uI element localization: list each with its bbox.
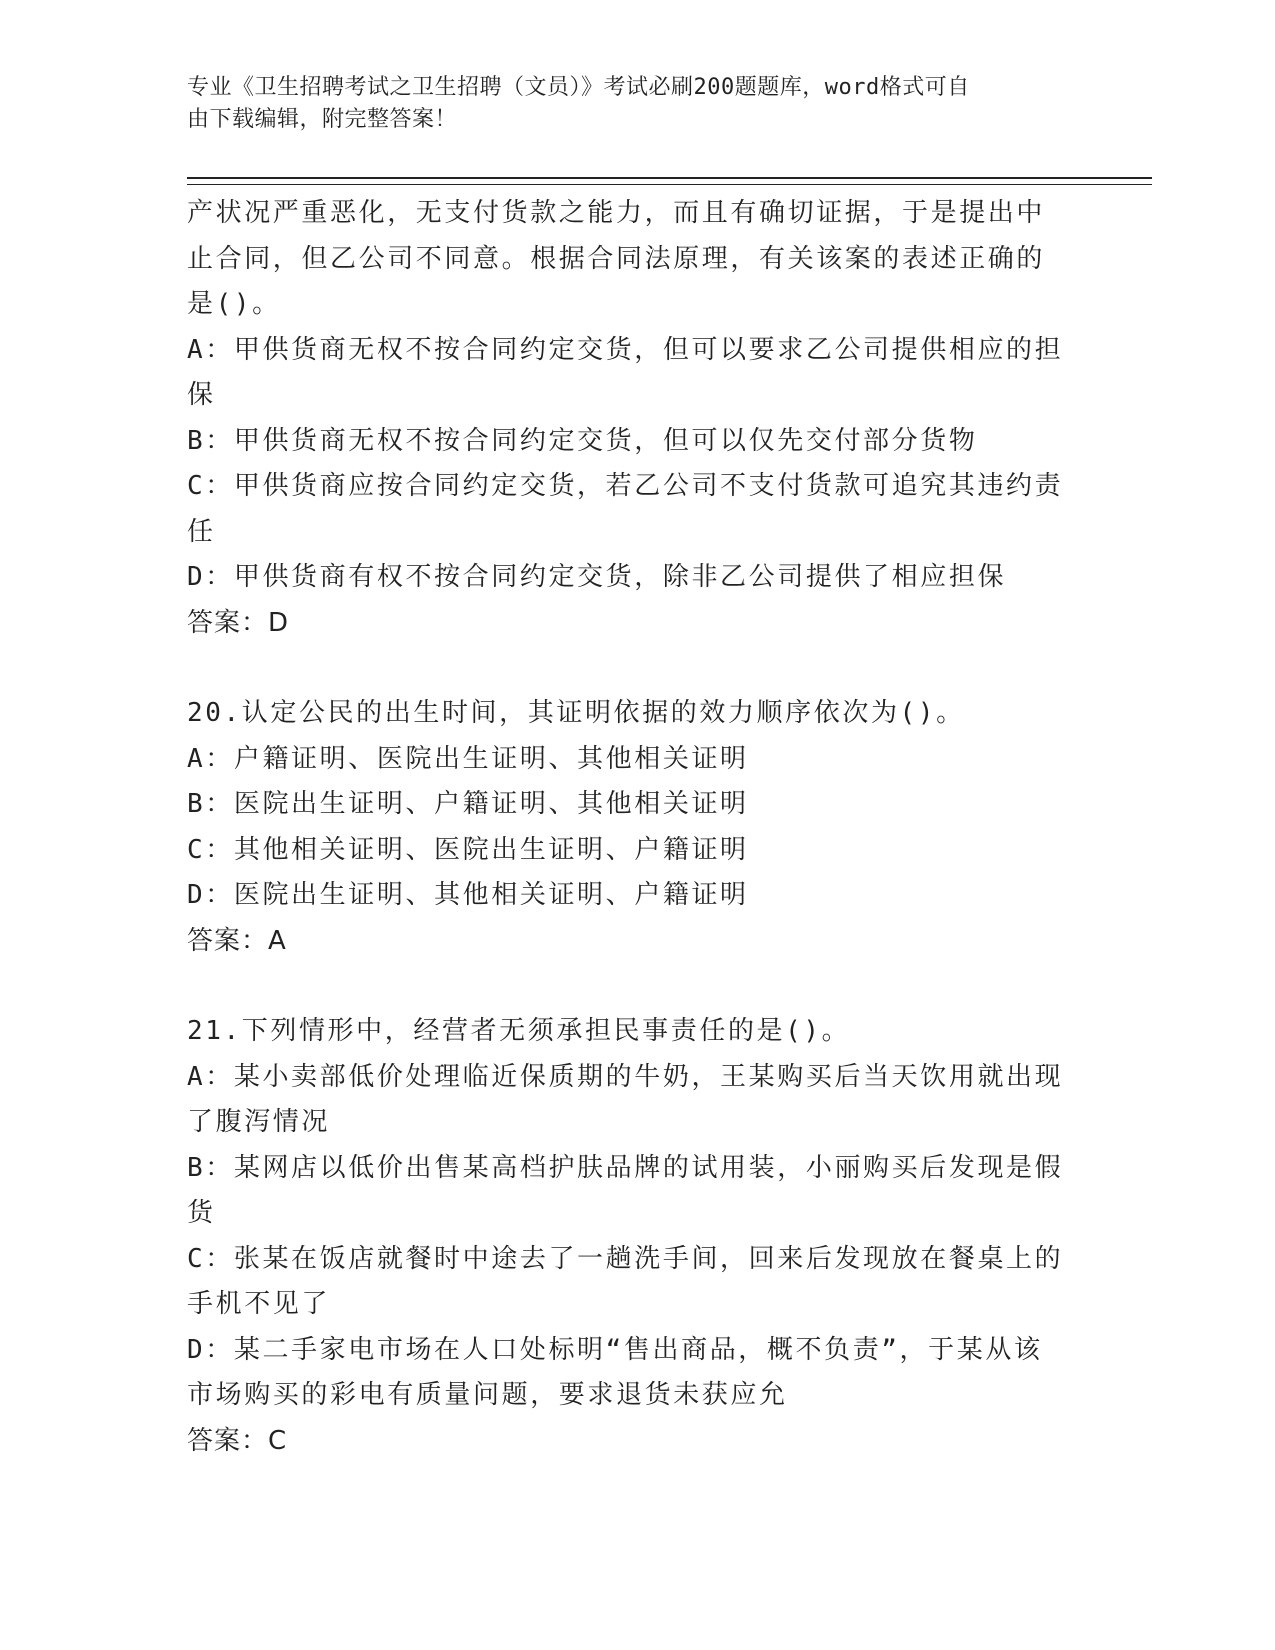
option-c-cont: 任 xyxy=(187,516,216,547)
option-c: C：甲供货商应按合同约定交货，若乙公司不支付货款可追究其违约责 xyxy=(187,471,1064,501)
option-b: B：医院出生证明、户籍证明、其他相关证明 xyxy=(187,789,749,819)
option-b: B：某网店以低价出售某高档护肤品牌的试用装，小丽购买后发现是假 xyxy=(187,1152,1064,1183)
question-19 xyxy=(187,191,1087,646)
option-c: C：张某在饭店就餐时中途去了一趟洗手间，回来后发现放在餐桌上的 xyxy=(187,1243,1064,1274)
question-text-line: 20.认定公民的出生时间，其证明依据的效力顺序依次为()。 xyxy=(187,698,965,728)
header-rule-thick xyxy=(187,177,1152,179)
option-c: C：其他相关证明、医院出生证明、户籍证明 xyxy=(187,834,749,865)
option-d-cont: 市场购买的彩电有质量问题，要求退货未获应允 xyxy=(187,1380,788,1410)
option-a: A：某小卖部低价处理临近保质期的牛奶，王某购买后当天饮用就出现 xyxy=(187,1061,1064,1092)
question-20 xyxy=(187,691,1087,964)
option-a-cont: 了腹泻情况 xyxy=(187,1107,331,1137)
question-text-line: 产状况严重恶化，无支付货款之能力，而且有确切证据，于是提出中 xyxy=(187,198,1046,228)
question-text-line: 止合同，但乙公司不同意。根据合同法原理，有关该案的表述正确的 xyxy=(187,243,1046,274)
question-text-line: 21.下列情形中，经营者无须承担民事责任的是()。 xyxy=(187,1016,851,1046)
option-c-cont: 手机不见了 xyxy=(187,1289,331,1319)
answer: 答案：A xyxy=(187,925,287,956)
document-body xyxy=(187,191,1087,1464)
answer: 答案：D xyxy=(187,607,290,638)
option-d: D：医院出生证明、其他相关证明、户籍证明 xyxy=(187,880,749,910)
option-d: D：甲供货商有权不按合同约定交货，除非乙公司提供了相应担保 xyxy=(187,562,1007,592)
answer: 答案：C xyxy=(187,1425,288,1456)
option-b: B：甲供货商无权不按合同约定交货，但可以仅先交付部分货物 xyxy=(187,425,978,456)
option-a: A：甲供货商无权不按合同约定交货，但可以要求乙公司提供相应的担 xyxy=(187,334,1064,365)
option-a: A：户籍证明、医院出生证明、其他相关证明 xyxy=(187,743,749,774)
header-rule-thin xyxy=(187,184,1152,185)
document-header xyxy=(187,72,1077,136)
option-d: D：某二手家电市场在人口处标明“售出商品，概不负责”，于某从该 xyxy=(187,1334,1043,1365)
question-text-line: 是()。 xyxy=(187,289,281,319)
option-b-cont: 货 xyxy=(187,1198,216,1228)
question-21 xyxy=(187,1009,1087,1464)
header-line-2: 由下载编辑，附完整答案！ xyxy=(187,107,458,132)
header-line-1: 专业《卫生招聘考试之卫生招聘（文员）》考试必刷200题题库，word格式可自 xyxy=(187,75,970,100)
option-a-cont: 保 xyxy=(187,380,216,410)
